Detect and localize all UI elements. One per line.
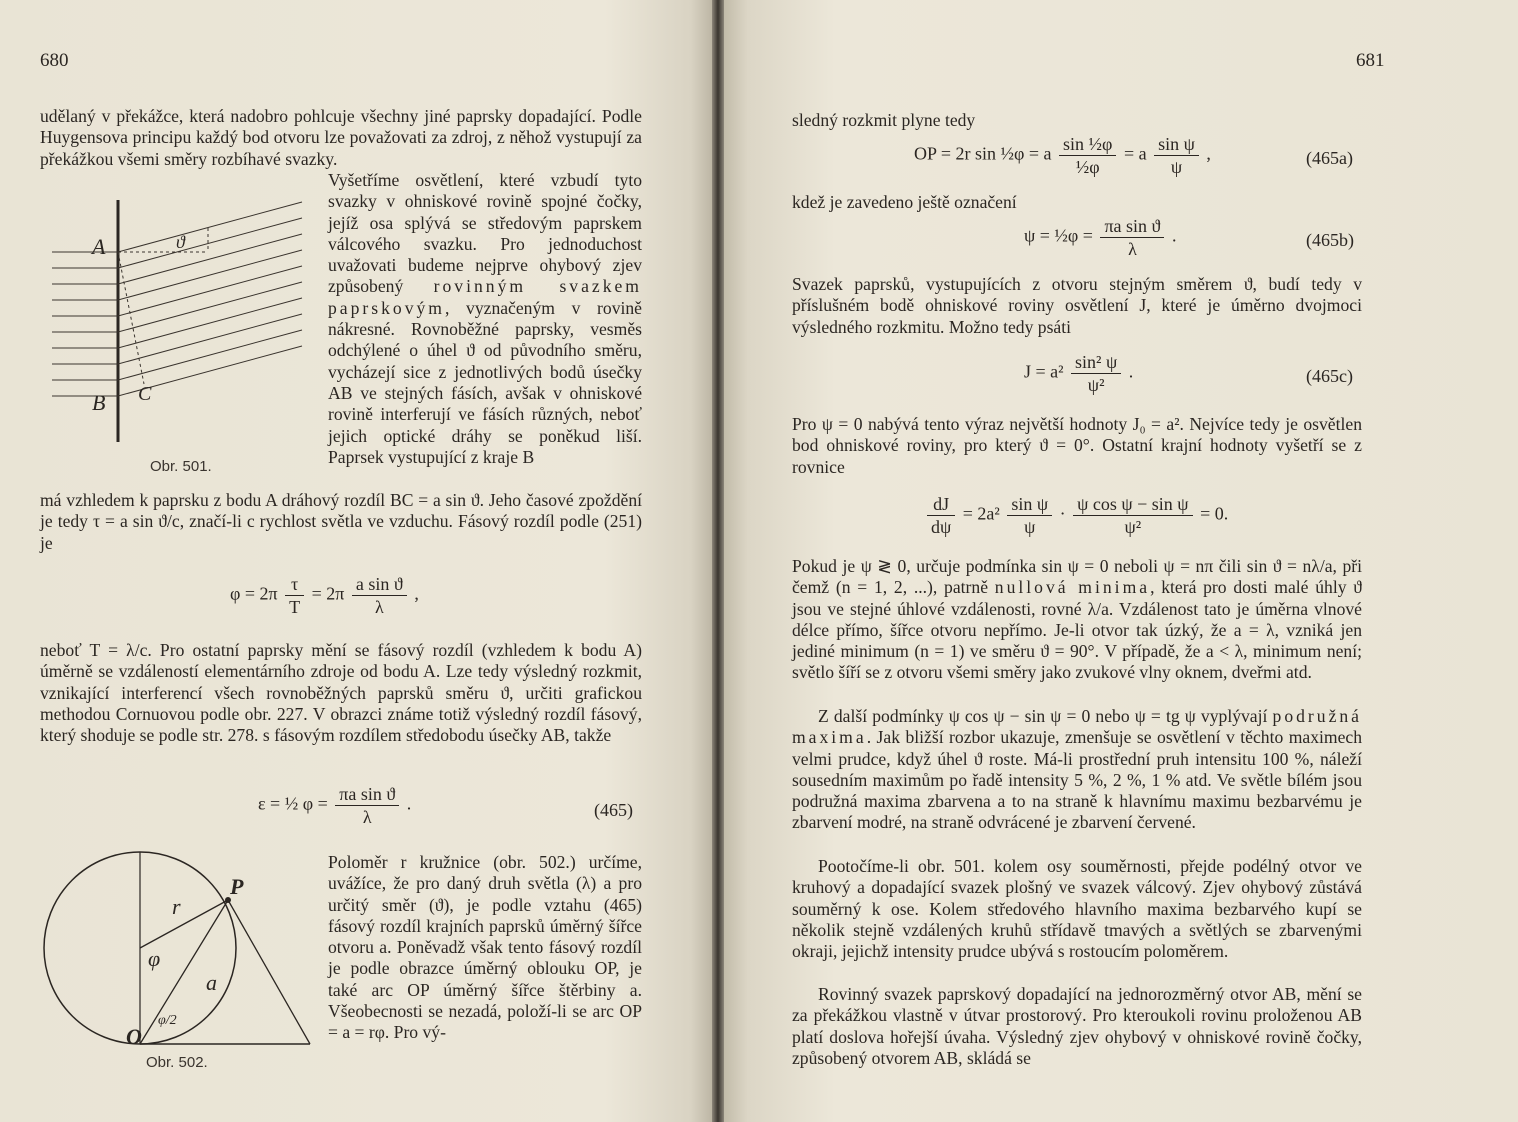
paragraph-radius: Poloměr r kružnice (obr. 502.) určíme, uvážíce, že pro daný druh světla (λ) a pro určitý směr (ϑ), je podle vztahu (465) fásový rozdíl krajních paprsků úměrný šířce otvoru a. Poněvadž však tento fásový rozdíl je podle obrazce úměrný oblouku OP, je také arc OP úměrný šířce štěrbiny a. Všeobecnosti se nezadá, položí-li se arc OP = a = rφ. Pro vý-	[328, 852, 642, 1043]
eq-465a-end: ,	[1206, 143, 1211, 164]
frac-num: sin² ψ	[1071, 352, 1121, 374]
frac-den: λ	[1128, 239, 1137, 259]
frac-num: sin ½φ	[1059, 134, 1116, 156]
right-page	[724, 0, 1518, 1122]
equation-465a	[914, 134, 1211, 177]
eq-465c-lhs: J = a²	[1024, 361, 1064, 382]
label-theta: ϑ	[176, 232, 185, 252]
side-text-a: Vyšetříme osvětlení, které vzbudí tyto svazky v ohniskové rovině spojné čočky, jejíž osa splývá se středovým paprskem válcového svazku. Pro jednoduchost uvažovati budeme nejprve ohybový zjev způsobený	[328, 170, 642, 297]
equation-number-465: (465)	[594, 800, 633, 820]
frac-tau-T	[285, 574, 304, 617]
paragraph-cornu: neboť T = λ/c. Pro ostatní paprsky mění se fásový rozdíl (vzhledem k bodu A) úměrně se vzdáleností elementárního zdroje od bodu A. Lze tedy výsledný rozkmit, vznikající interferencí všech rovnoběžných paprsků směru ϑ, určiti grafickou methodou Cornuovou podle obr. 227. V obrazci známe totiž výsledný rozdíl fásový, který shoduje se podle str. 278. s fásovým rozdílem středobodu úsečky AB, takže	[40, 640, 642, 746]
equation-465b	[1024, 216, 1176, 259]
frac-asin-lambda	[352, 574, 407, 617]
frac-num: ψ cos ψ − sin ψ	[1073, 494, 1192, 516]
eq-dj-dot: ·	[1059, 503, 1066, 524]
page-number-right: 681	[1356, 50, 1385, 71]
frac-num: πa sin ϑ	[1100, 216, 1164, 238]
frac-num: sin ψ	[1154, 134, 1199, 156]
frac-den: λ	[374, 597, 384, 617]
paragraph-intro: udělaný v překážce, která nadobro pohlcuje všechny jiné paprsky dopadající. Podle Huygensova principu každý bod otvoru lze považovati za zdroj, z něhož vystupují za překážkou všemi směry rozbíhavé svazky.	[40, 106, 642, 169]
frac-num: sin ψ	[1007, 494, 1052, 516]
frac-den: ½φ	[1075, 157, 1100, 177]
caption-fig-501: Obr. 501.	[150, 458, 212, 475]
frac-den: ψ²	[1124, 517, 1142, 537]
eq-465a-mid: = a	[1123, 143, 1147, 164]
paragraph-kdez: kdež je zavedeno ještě označení	[792, 192, 1017, 212]
eq-465a-lhs: OP = 2r sin ½φ = a	[914, 143, 1052, 164]
equation-phi	[230, 574, 419, 617]
frac-pi-a-sin-b	[1100, 216, 1164, 259]
book-gutter	[712, 0, 724, 1122]
pokud-text-a: Pokud je ψ ≷ 0, určuje podmínka sin ψ = 0 neboli ψ = nπ čili sin ϑ = nλ/a, při čemž (n = 1, 2, ...), patrně	[792, 556, 1362, 598]
eq-phi-mid: = 2π	[311, 583, 345, 604]
equation-dJ	[924, 494, 1228, 537]
frac-num: a sin ϑ	[352, 574, 407, 596]
eq-465b-end: .	[1171, 225, 1177, 246]
frac-den: T	[289, 597, 301, 617]
paragraph-pokud	[792, 556, 1362, 684]
label-phi: φ	[148, 946, 161, 971]
frac-den: λ	[362, 807, 372, 827]
eq-465c-end: .	[1128, 361, 1134, 382]
figure-502	[40, 842, 320, 1054]
equation-number-465a: (465a)	[1306, 148, 1353, 168]
label-B: B	[92, 390, 106, 415]
paragraph-pro: Pro ψ = 0 nabývá tento výraz největší hodnoty J₀ = a². Nejvíce tedy je osvětlen bod ohniskové roviny, pro který ϑ = 0°. Ostatní krajní hodnoty vyšetří se z rovnice	[792, 414, 1362, 477]
paragraph-pootocime: Pootočíme-li obr. 501. kolem osy souměrnosti, přejde podélný otvor ve kruhový a dopadající svazek plošný ve svazek válcový. Zjev ohybový zůstává souměrný k ose. Kolem středového hlavního maxima bezbarvého kupí se několik stejně vzdálených kruhů střídavě tmavých a světlých se zbarvenými okraji, jejichž intensity prudce ubývá s rostoucím poloměrem.	[792, 856, 1362, 962]
page-number-left: 680	[40, 50, 69, 71]
label-O: O	[126, 1024, 142, 1049]
frac-num: dJ	[927, 494, 955, 516]
dalsi-text-a: Z další podmínky ψ cos ψ − sin ψ = 0 nebo ψ = tg ψ vyplývají	[818, 706, 1268, 726]
frac-num: τ	[285, 574, 304, 596]
frac-num: πa sin ϑ	[335, 784, 399, 806]
figure-501	[40, 172, 330, 452]
eq-phi-lhs: φ = 2π	[230, 583, 278, 604]
left-page	[0, 0, 712, 1122]
equation-number-465c: (465c)	[1306, 366, 1353, 386]
equation-number-465b: (465b)	[1306, 230, 1354, 250]
emphasis-rovinnym: rovinným svazkem paprskovým	[328, 276, 642, 318]
frac-sin-half-phi	[1059, 134, 1116, 177]
paragraph-sledny: sledný rozkmit plyne tedy	[792, 110, 976, 130]
label-P: P	[230, 874, 244, 899]
equation-465c	[1024, 352, 1133, 395]
equation-465	[258, 784, 411, 827]
frac-sin2-psi	[1071, 352, 1121, 395]
frac-pi-a-sin	[335, 784, 399, 827]
dalsi-text-b: . Jak bližší rozbor ukazuje, zmenšuje se osvětlení v těchto maximech velmi prudce, když úhel ϑ roste. Má-li prostřední pruh intensitu 100 %, náleží sousedním maximům po řadě intensity 5 %, 2 %, 1 % atd. Ve světle bílém jsou podružná maxima zbarvena a to na straně k hlavnímu maximu bezbarvému je zbarvení modré, na straně odvrácené je zbarvení červené.	[792, 727, 1362, 833]
paragraph-delay: má vzhledem k paprsku z bodu A dráhový rozdíl BC = a sin ϑ. Jeho časové zpoždění je tedy τ = a sin ϑ/c, značí-li c rychlost světla ve vzduchu. Fásový rozdíl podle (251) je	[40, 490, 642, 553]
label-r: r	[172, 894, 181, 919]
caption-fig-502: Obr. 502.	[146, 1054, 208, 1071]
frac-den: dψ	[931, 517, 952, 537]
label-C: C	[138, 383, 152, 405]
frac-psicos	[1073, 494, 1192, 537]
eq-dj-mid: = 2a²	[962, 503, 1000, 524]
paragraph-svazek: Svazek paprsků, vystupujících z otvoru stejným směrem ϑ, budí tedy v příslušném bodě ohniskové roviny osvětlení J, které je úměrno dvojmoci výsledného rozkmitu. Možno tedy psáti	[792, 274, 1362, 337]
label-A: A	[92, 234, 106, 259]
label-phi-half: φ/2	[158, 1013, 177, 1028]
eq-phi-end: ,	[414, 583, 419, 604]
frac-sin-psi	[1154, 134, 1199, 177]
frac-den: ψ	[1024, 517, 1036, 537]
emphasis-nullova: nullová minima	[994, 577, 1151, 598]
frac-sin-psi-psi	[1007, 494, 1052, 537]
paragraph-side-501	[328, 170, 642, 468]
paragraph-rovinny: Rovinný svazek paprskový dopadající na jednorozměrný otvor AB, mění se za překážkou vlastně v útvar prostorový. Pro kteroukoli rovinu proloženou AB platí doslova hořejší úvaha. Výsledný zjev ohybový v ohniskové rovině čočky, způsobený otvorem AB, skládá se	[792, 984, 1362, 1068]
pokud-text-b: , která pro dosti malé úhly ϑ jsou ve stejné úhlové vzdálenosti, rovné λ/a. Vzdálenost tato je úměrna vlnové délce přímo, šířce otvoru nepřímo. Je-li otvor tak úzký, že a = λ, vzniká jen jediné minimum (n = 1) ve směru ϑ = 90°. V případě, že a < λ, minimum není; světlo šíří se z otvoru všemi směry jako zvukové vlny oknem, dveřmi atd.	[792, 577, 1362, 683]
frac-den: ψ	[1170, 157, 1183, 177]
emphasis-podruzna: podružná maxima	[792, 706, 1362, 748]
eq-eps-lhs: ε = ½ φ =	[258, 793, 328, 814]
paragraph-dalsi	[792, 706, 1362, 834]
eq-eps-end: .	[406, 793, 412, 814]
frac-den: ψ²	[1087, 375, 1105, 395]
eq-dj-end: = 0.	[1200, 503, 1229, 524]
eq-465b-lhs: ψ = ½φ =	[1024, 225, 1093, 246]
side-text-b: , vyznačeným v rovině nákresné. Rovnoběžné paprsky, vesměs odchýlené o úhel ϑ od původního směru, vycházejí sice z jednotlivých bodů úsečky AB ve stejných fásích, avšak v ohniskové rovině interferují ve fásích různých, neboť jejich optické dráhy se poněkud liší. Paprsek vystupující z kraje B	[328, 297, 642, 467]
frac-dJ-dpsi	[927, 494, 955, 537]
label-a: a	[206, 970, 217, 995]
